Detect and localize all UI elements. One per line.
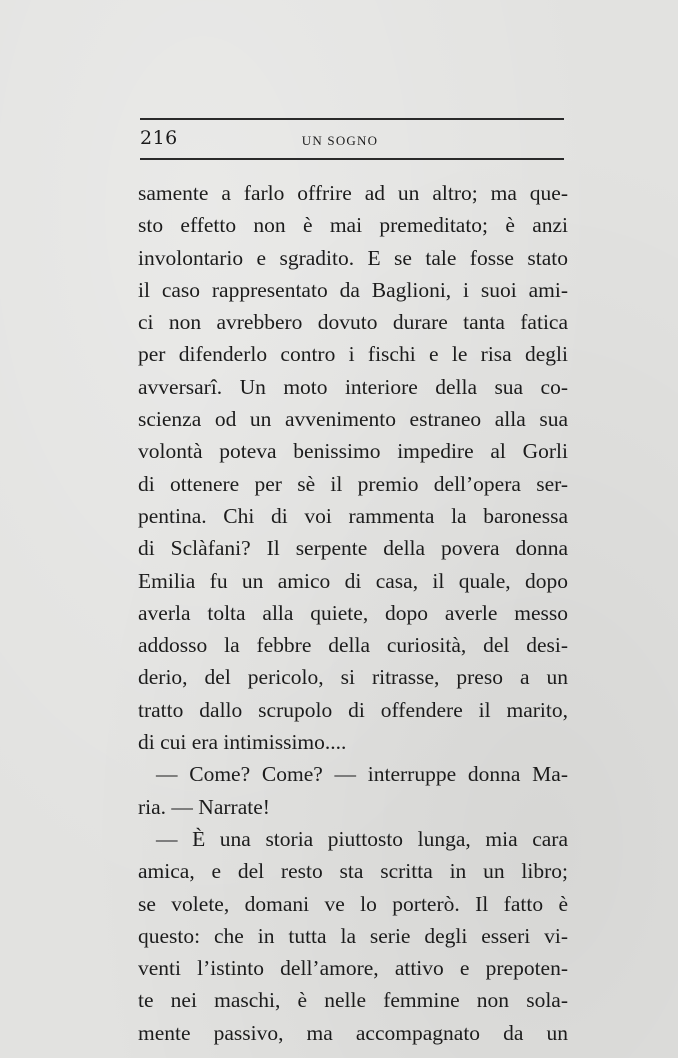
text-line: sto effetto non è mai premeditato; è anzi — [138, 213, 568, 238]
text-line: derio, del pericolo, si ritrasse, preso a un — [138, 665, 568, 690]
text-line: questo: che in tutta la serie degli esseri vi- — [138, 923, 568, 948]
text-line: avversarî. Un moto interiore della sua co- — [138, 374, 568, 399]
text-line: tratto dallo scrupolo di offendere il marito, — [138, 697, 568, 722]
text-line: mente passivo, ma accompagnato da un — [138, 1020, 568, 1045]
text-line: Emilia fu un amico di casa, il quale, dopo — [138, 568, 568, 593]
text-line: per difenderlo contro i fischi e le risa degli — [138, 342, 568, 367]
header-rule-bottom — [140, 158, 564, 160]
text-line: pentina. Chi di voi rammenta la baronessa — [138, 503, 568, 528]
text-line: averla tolta alla quiete, dopo averle messo — [138, 600, 568, 625]
text-line: samente a farlo offrire ad un altro; ma que- — [138, 181, 568, 205]
text-line: di Sclàfani? Il serpente della povera donna — [138, 536, 568, 561]
text-line: se volete, domani ve lo porterò. Il fatto è — [138, 891, 568, 916]
text-line: ci non avrebbero dovuto durare tanta fatica — [138, 310, 568, 335]
text-line: venti l’istinto dell’amore, attivo e prepoten- — [138, 956, 568, 981]
text-line: scienza od un avvenimento estraneo alla sua — [138, 407, 568, 432]
text-line: amica, e del resto sta scritta in un libro; — [138, 859, 568, 884]
running-title: UN SOGNO — [301, 133, 379, 148]
text-line: di ottenere per sè il premio dell’opera ser- — [138, 471, 568, 496]
text-line: addosso la febbre della curiosità, del desi- — [138, 633, 568, 658]
running-header — [140, 127, 564, 157]
header-rule-top — [140, 118, 564, 120]
text-line: volontà poteva benissimo impedire al Gorli — [138, 439, 568, 464]
page-number: 216 — [140, 127, 178, 149]
text-line: — Come? Come? — interruppe donna Ma- — [156, 762, 568, 787]
text-line: il caso rappresentato da Baglioni, i suoi ami- — [138, 277, 568, 302]
text-line: involontario e sgradito. E se tale fosse stato — [138, 245, 568, 270]
text-line: — È una storia piuttosto lunga, mia cara — [156, 826, 568, 851]
text-line: di cui era intimissimo.... — [138, 730, 347, 755]
body-text — [138, 177, 568, 1049]
text-line: te nei maschi, è nelle femmine non sola- — [138, 988, 568, 1013]
text-line: ria. — Narrate! — [138, 794, 270, 819]
